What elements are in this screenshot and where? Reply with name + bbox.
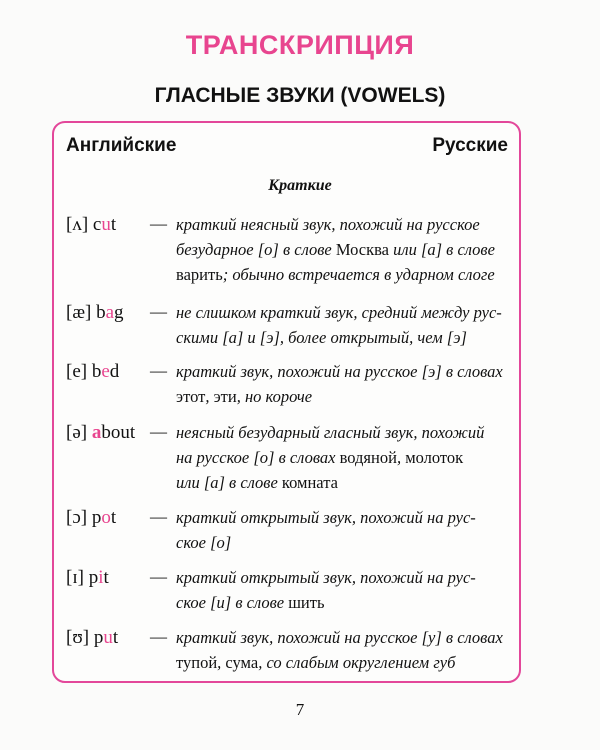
section-heading: Краткие [268, 177, 332, 194]
column-header-russian: Русские [432, 135, 508, 156]
phonetic-example [66, 214, 116, 236]
phonetic-symbol: [æ] [66, 302, 92, 323]
phonetic-example [66, 302, 124, 324]
phonetic-symbol: [ɪ] [66, 567, 84, 588]
phonetic-symbol: [ɔ] [66, 507, 88, 528]
phonetic-example [66, 507, 116, 529]
phonetic-symbol: [e] [66, 361, 88, 382]
example-word: bed [91, 361, 120, 382]
dash: — [150, 214, 167, 233]
dash: — [150, 507, 167, 526]
example-word: put [93, 627, 119, 648]
phonetic-example [66, 361, 119, 383]
description: краткий открытый звук, похожий на рус- ское [и] в слове шить [176, 568, 476, 612]
dash: — [150, 302, 167, 321]
description: краткий звук, похожий на русское [у] в словах тупой, сума, со слабым округлением губ [176, 628, 503, 672]
description: неясный безударный гласный звук, похожий на русское [о] в словах водяной, молоток или [а] в слове комната [176, 423, 485, 492]
phonetic-example [66, 627, 118, 649]
description: краткий звук, похожий на русское [э] в словах этот, эти, но короче [176, 362, 503, 406]
phonetic-symbol: [ə] [66, 422, 88, 443]
page-number: 7 [295, 700, 305, 719]
example-word: about [91, 422, 136, 443]
example-word: pit [88, 567, 109, 588]
example-word: bag [96, 302, 124, 323]
phonetic-example [66, 567, 109, 589]
example-word: cut [92, 214, 117, 235]
phonetic-example [66, 422, 135, 444]
dash: — [150, 567, 167, 586]
phonetic-symbol: [ʊ] [66, 627, 90, 648]
column-header-english: Английские [66, 135, 177, 156]
dash: — [150, 627, 167, 646]
description: краткий открытый звук, похожий на рус- ское [о] [176, 508, 476, 552]
phonetic-symbol: [ʌ] [66, 214, 89, 235]
dash: — [150, 422, 167, 441]
page-subtitle: ГЛАСНЫЕ ЗВУКИ (VOWELS) [154, 84, 446, 107]
dash: — [150, 361, 167, 380]
description: краткий неясный звук, похожий на русское безударное [о] в слове Москва или [а] в слове варить; обычно встречается в ударном слоге [176, 215, 495, 284]
example-word: pot [91, 507, 117, 528]
description: не слишком краткий звук, средний между рус- скими [а] и [э], более открытый, чем [э] [176, 303, 502, 347]
page-title: ТРАНСКРИПЦИЯ [185, 30, 415, 60]
